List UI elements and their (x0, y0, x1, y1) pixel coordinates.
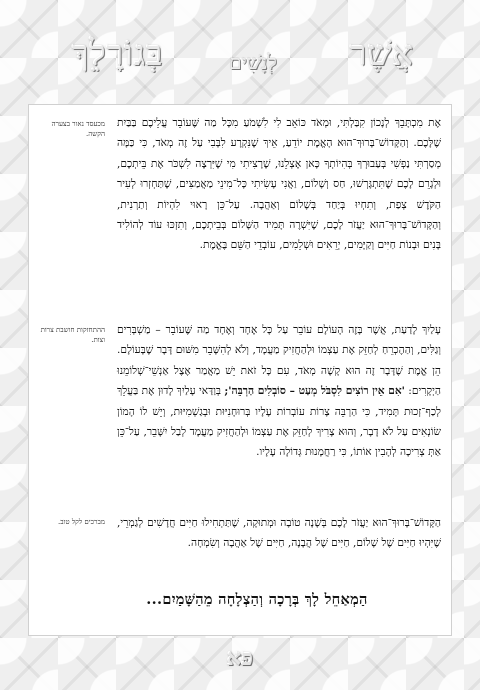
margin-note: מכעסד נאור בצערה הקשה. (51, 120, 105, 138)
header-title-left: בְּגוֹרָלֵךְ (72, 34, 164, 74)
margin-note: מברכים לקל טוב. (58, 518, 105, 526)
closing-blessing: הַמְאַחֵל לָךְ בְּרָכָה וְהַצְלָחָה מֵהַשָּׁמַיִם... (146, 591, 368, 608)
page-number: פא (226, 645, 254, 671)
bold-quote: 'אִם אֵין רוֹצִים לִסְבֹּל מְעַט – סוֹבְלִים הַרְבֵּה'; (224, 385, 405, 398)
margin-note: ההתחזקות חושבת צרות וצות. (40, 326, 105, 344)
header-title-right: אֲשֶׁר (349, 34, 414, 74)
header-banner (24, 24, 454, 94)
letter-content-frame (28, 104, 452, 636)
header-subtitle: לְנָשִׁים (229, 50, 277, 74)
paragraph-text: בְּוַדַּאי עָלַיִךְ לָדוּן אֶת בַּעֲלֵךְ לְכַף־זְכוּת תָּמִיד, כִּי הַרְבֵּה צָרוֹת עוֹבְרוֹת עָלָיו בְּרוּחָנִיּוּת וּבְגַשְׁמִיּוּת, וְיֵשׁ לוֹ הָמוֹן שׂוֹנְאִים עַל לֹא דָבָר, וְהוּא צָרִיךְ לְחַזֵּק אֶת עַצְמוֹ וּלְהַחֲזִיק מַעֲמָד לְבַל יִשָּׁבֵר, עַל־כֵּן אַתְּ צְרִיכָה לְהָבִין אוֹתוֹ, כִּי רַחֲמָנוּת גְּדוֹלָה עָלָיו. (117, 385, 441, 459)
paragraph: הַקָּדוֹשׁ־בָּרוּךְ־הוּא יַעֲזֹר לָכֶם בְּשָׁנָה טוֹבָה וּמְתוּקָה, שֶׁתַּתְחִילוּ חַיִּים חֲדָשִׁים לְגַמְרֵי, שֶׁיִּהְיוּ חַיִּים שֶׁל שָׁלוֹם, חַיִּים שֶׁל הֲבָנָה, חַיִּים שֶׁל אַהֲבָה וְשִׂמְחָה. (117, 517, 441, 550)
paragraph: אֶת מִכְתָּבֵךְ לְנָכוֹן קִבַּלְתִּי, וּמְאֹד כּוֹאֵב לִי לִשְׁמֹעַ מִכָּל מַה שֶּׁעוֹבֵר עֲלֵיכֶם בַּבַּיִת שֶׁלָּכֶם. וְהַקָּדוֹשׁ־בָּרוּךְ־הוּא הָאֱמֶת יוֹדֵעַ, אֵיךְ שֶׁנִּקְרָע לִבָּבִי עַל זֶה מְאֹד, כִּי כַּמָּה מְסַרְתִּי נַפְשִׁי בְּעַבוּרְךָ בְּהִיוֹתְךָ כָּאן אֶצְלֵנוּ, שֶׁרָצִיתִי מִי שֶׁיִּרְצֶה לִשְׁכֹּר אֶת בֵּיתְכֶם, וּלְגָרֵם לָכֶם שֶׁתִּתְגָּרְשׁוּ, חַס וְשָׁלוֹם, וַאֲנִי עָשִׂיתִי כָּל־מִינֵי מַאֲמַצִּים, שֶׁתַּחְזְרוּ לְעִיר הַקֹּדֶשׁ צְפַת, וְתִחְיוּ בְּיַחַד בְּשָׁלוֹם וְאַהֲבָה. עַל־כֵּן רָאוּי לִהְיוֹת וְתַרְנִית, וְהַקָּדוֹשׁ־בָּרוּךְ־הוּא יַעֲזֹר לָכֶם, שֶׁיִּשְׁרֶה תָּמִיד הַשָּׁלוֹם בְּבֵיתְכֶם, וְתִזְכּוּ עוֹד לְהוֹלִיד בָּנִים וּבְנוֹת חַיִּים וְקַיָּמִים, יְרֵאִים וּשְׁלֵמִים, עוֹבְדֵי הַשֵּׁם בֶּאֱמֶת. (117, 117, 441, 252)
paragraph (117, 320, 441, 463)
paragraph-text: עָלַיִךְ לָדַעַת, אֲשֶׁר בָּזֶה הָעוֹלָם עוֹבֵר עַל כָּל אֶחָד וְאֶחָד מַה שֶּׁעוֹבֵר – מַשְׁבְּרִים וְגַלִּים, וְהַהֶכְרֵחַ לְחַזֵּק אֶת עַצְמוֹ וּלְהַחֲזִיק מַעֲמָד, וְלֹא לְהִשָּׁבֵר מִשּׁוּם דָּבָר שֶׁבָּעוֹלָם. הֵן אֱמֶת שֶׁדָּבָר זֶה הוּא קָשֶׁה מְאֹד, עִם כָּל זֹאת יֵשׁ מַאֲמַר אֶצֶל אַנְשֵׁי־שְׁלוֹמֵנוּ הַיְקָרִים: (117, 324, 441, 398)
